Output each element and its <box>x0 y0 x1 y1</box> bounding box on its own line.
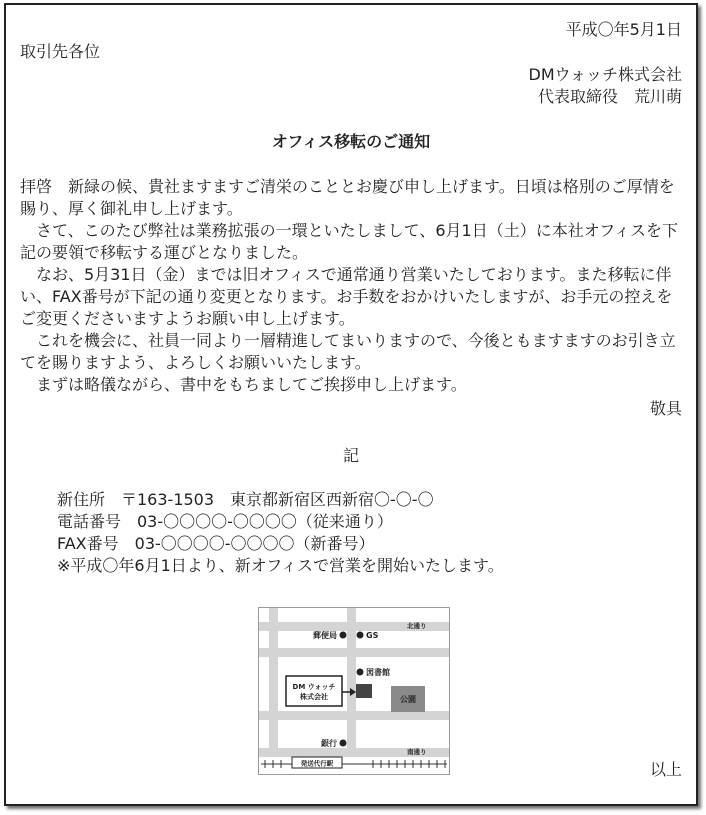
new-address: 新住所 〒163-1503 東京都新宿区西新宿〇-〇-〇 <box>57 490 434 509</box>
new-office-building <box>356 684 372 698</box>
map-drawing <box>259 608 449 774</box>
label-bank: 銀行 <box>321 739 337 748</box>
letter-date: 平成〇年5月1日 <box>565 20 682 39</box>
paragraph-greeting: 拝啓 新緑の候、貴社ますますご清栄のこととお慶び申し上げます。日頃は格別のご厚情を賜り、厚く御礼申し上げます。 <box>20 177 675 218</box>
post-office-marker <box>340 632 347 639</box>
sender-person: 代表取締役 荒川萌 <box>537 87 682 106</box>
location-map <box>258 607 450 775</box>
recipient: 取引先各位 <box>20 42 101 61</box>
letter-page <box>4 3 698 806</box>
road-west <box>269 608 278 756</box>
bank-marker <box>340 740 347 747</box>
paragraph-request: これを機会に、社員一同より一層精進してまいりますので、今後ともますますのお引き立てを賜りますよう、よろしくお願いいたします。 <box>20 331 676 372</box>
label-park: 公園 <box>400 695 416 704</box>
label-station: 発送代行駅 <box>300 759 334 768</box>
label-post-office: 郵便局 <box>313 631 337 640</box>
company-callout-box <box>286 676 342 706</box>
label-kita-dori: 北通り <box>407 622 427 630</box>
start-note: ※平成〇年6月1日より、新オフィスで営業を開始いたします。 <box>57 556 504 575</box>
paragraph-closing-greeting: まずは略儀ながら、書中をもちましてご挨拶申し上げます。 <box>20 375 467 394</box>
sender-company: DMウォッチ株式会社 <box>528 65 682 84</box>
ki-heading: 記 <box>342 446 359 465</box>
library-marker <box>357 669 364 676</box>
end-ijou: 以上 <box>649 760 682 779</box>
label-company-line2: 株式会社 <box>300 693 328 701</box>
fax-number: FAX番号 03-〇〇〇〇-〇〇〇〇（新番号） <box>57 534 375 553</box>
label-company-line1: DM ウォッチ <box>292 683 336 691</box>
phone-number: 電話番号 03-〇〇〇〇-〇〇〇〇（従来通り） <box>57 512 393 531</box>
gs-marker <box>357 632 364 639</box>
closing-keigu: 敬具 <box>649 399 682 418</box>
paragraph-relocation: さて、このたび弊社は業務拡張の一環といたしまして、6月1日（土）に本社オフィスを下記の要領で移転する運びとなりました。 <box>20 221 678 262</box>
label-gs: GS <box>366 631 379 640</box>
paragraph-fax-change: なお、5月31日（金）までは旧オフィスで通常通り営業いたしております。また移転に伴い、FAX番号が下記の通り変更となります。お手数をおかけいたしますが、お手元の控えをご変更くださいますようお願い申し上げます。 <box>20 265 673 328</box>
label-minami-dori: 南通り <box>407 748 427 756</box>
label-library: 図書館 <box>366 668 390 677</box>
road-center <box>347 608 356 756</box>
letter-title: オフィス移転のご通知 <box>271 132 431 151</box>
